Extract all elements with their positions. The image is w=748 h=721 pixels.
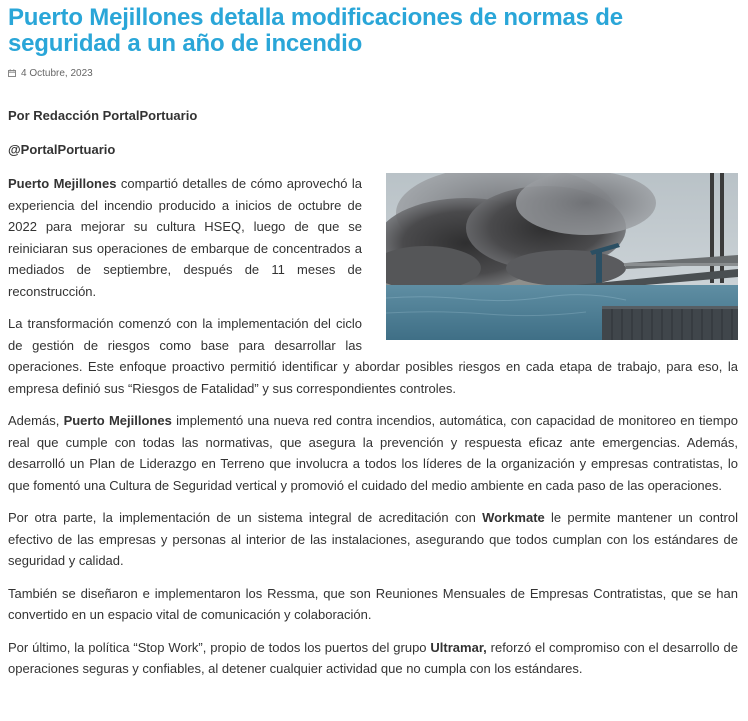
article: [8, 5, 738, 691]
paragraph-5: También se diseñaron e implementaron los Ressma, que son Reuniones Mensuales de Empresas Contratistas, que se han convertido en un espacio vital de comunicación y colaboración.: [8, 585, 738, 622]
article-body: [8, 173, 738, 680]
paragraph-4: Por otra parte, la implementación de un sistema integral de acreditación con Workmate le permite mantener un control efectivo de las empresas y personas al interior de las instalaciones, asegurando que todos cumplan con los estándares de seguridad y calidad.: [8, 510, 738, 568]
workmate-bold: Workmate: [482, 510, 545, 525]
article-byline: Por Redacción PortalPortuario: [8, 108, 198, 123]
article-date: 4 Octubre, 2023: [21, 67, 93, 79]
article-headline: Puerto Mejillones detalla modificaciones de normas de seguridad a un año de incendio: [8, 4, 623, 57]
ultramar-bold: Ultramar,: [430, 639, 487, 655]
company-name-bold: Puerto Mejillones: [63, 413, 172, 428]
calendar-icon: [8, 69, 16, 77]
smoke-plume-illustration: [386, 173, 738, 340]
paragraph-1: Puerto Mejillones compartió detalles de cómo aprovechó la experiencia del incendio producido a inicios de octubre de 2022 para mejorar su cultura HSEQ, luego de que se reiniciaran sus operaciones de embarque de concentrados a mediados de septiembre, después de 11 meses de reconstrucción.: [8, 176, 362, 299]
paragraph-3: Además, Puerto Mejillones implementó una nueva red contra incendios, automática, con capacidad de monitoreo en tiempo real que cumple con todas las normativas, que asegura la prevención y respuesta eficaz ante emergencias. Además, desarrolló un Plan de Liderazgo en Terreno que involucra a todos los líderes de la organización y empresas contratistas, lo que fomentó una Cultura de Seguridad vertical y promovió el cuidado del medio ambiente en cada paso de las operaciones.: [8, 413, 738, 493]
paragraph-2: La transformación comenzó con la implementación del ciclo de gestión de riesgos como base para desarrollar las operaciones. Este enfoque proactivo permitió identificar y abordar posibles riesgos en cada etapa de trabajo, para eso, la empresa definió sus “Riesgos de Fatalidad” y sus correspondientes controles.: [8, 316, 738, 396]
article-author-handle[interactable]: @PortalPortuario: [8, 142, 116, 157]
article-image-port-fire: [386, 173, 738, 340]
paragraph-6: Por último, la política “Stop Work”, propio de todos los puertos del grupo Ultramar, reforzó el compromiso con el desarrollo de operaciones seguras y confiables, al detener cualquier actividad que no cumpla con los estándares.: [8, 639, 738, 676]
company-name-bold: Puerto Mejillones: [8, 176, 117, 191]
article-date-row: [8, 67, 738, 79]
